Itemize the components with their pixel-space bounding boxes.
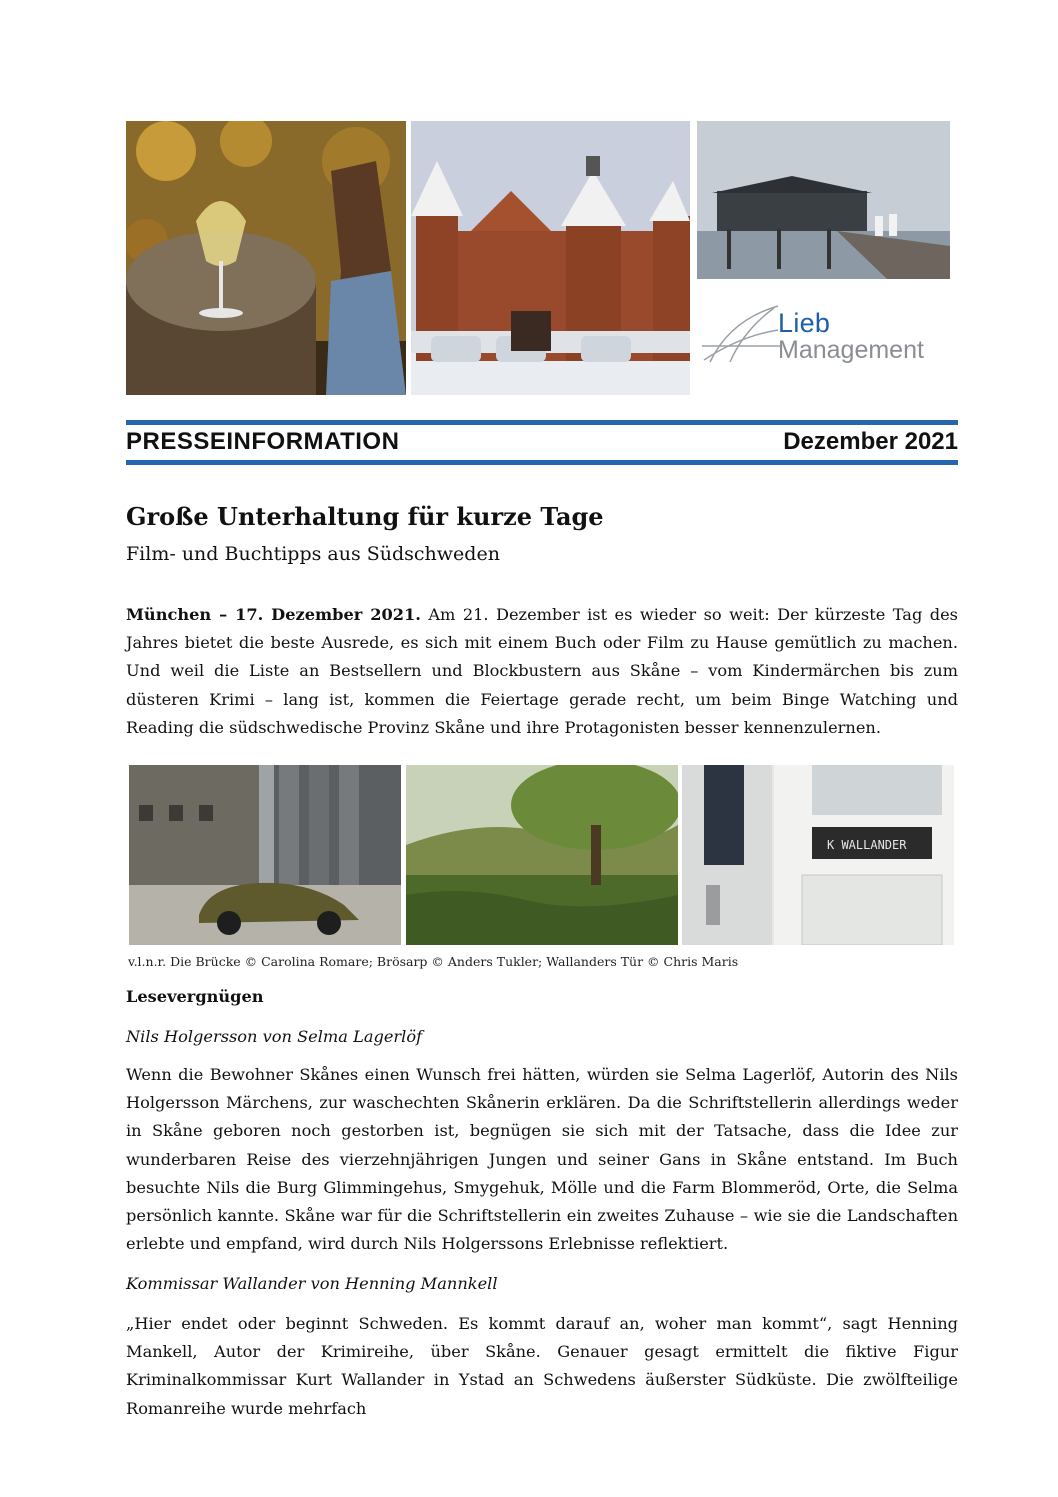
bottom-rule [126, 460, 958, 465]
photo-caption: v.l.n.r. Die Brücke © Carolina Romare; Brösarp © Anders Tukler; Wallanders Tür © Chris Maris [128, 954, 739, 969]
lieb-management-logo [700, 298, 950, 378]
logo-mark-icon [700, 300, 782, 366]
door-sign-text: K WALLANDER [827, 838, 907, 852]
photo-the-bridge [129, 765, 401, 945]
article-subtitle: Film- und Buchtipps aus Südschweden [126, 543, 500, 565]
photo-wallanders-door [682, 765, 954, 945]
photo-autumn-picnic [126, 121, 406, 395]
lead-paragraph [126, 601, 958, 742]
section-heading: Lesevergnügen [126, 987, 264, 1006]
press-date: Dezember 2021 [783, 428, 958, 455]
lead-dateline: München – 17. Dezember 2021. [126, 605, 421, 624]
press-label: PRESSEINFORMATION [126, 428, 400, 455]
article-title: Große Unterhaltung für kurze Tage [126, 502, 604, 531]
photo-brosarp [406, 765, 678, 945]
paragraph-nils: Wenn die Bewohner Skånes einen Wunsch frei hätten, würden sie Selma Lagerlöf, Autorin des Nils Holgersson Märchens, zur waschechten Skånerin erklären. Da die Schriftstellerin allerdings weder in Skåne geboren noch gestorben ist, begnügen sie sich mit der Tatsache, dass die Idee zur wunderbaren Reise des vierzehnjährigen Jungen und seiner Gans in Skåne entstand. Im Buch besuchte Nils die Burg Glimmingehus, Smygehuk, Mölle und die Farm Blommeröd, Orte, die Selma persönlich kannte. Skåne war für die Schriftstellerin ein zweites Zuhause – wie sie die Landschaften erlebte und empfand, wird durch Nils Holgerssons Erlebnisse reflektiert. [126, 1065, 958, 1254]
logo-management-text: Management [778, 336, 924, 364]
photo-castle-winter [411, 121, 690, 395]
photo-bathhouse-pier [697, 121, 950, 279]
paragraph-wallander: „Hier endet oder beginnt Schweden. Es kommt darauf an, woher man kommt“, sagt Henning Mankell, Autor der Krimireihe, über Skåne. Genauer gesagt ermittelt die fiktive Figur Kriminalkommissar Kurt Wallander in Ystad an Schwedens äußerster Südküste. Die zwölfteilige Romanreihe wurde mehrfach [126, 1314, 958, 1418]
lead-text: Am 21. Dezember ist es wieder so weit: Der kürzeste Tag des Jahres bietet die beste Ausrede, es sich mit einem Buch oder Film zu Hause gemütlich zu machen. Und weil die Liste an Bestsellern und Blockbustern aus Skåne – vom Kindermärchen bis zum düsteren Krimi – lang ist, kommen die Feiertage gerade recht, um beim Binge Watching und Reading die südschwedische Provinz Skåne und ihre Protagonisten besser kennenzulernen. [126, 605, 958, 737]
subsection-heading-nils: Nils Holgersson von Selma Lagerlöf [126, 1027, 423, 1046]
subsection-heading-wallander: Kommissar Wallander von Henning Mannkell [126, 1274, 498, 1293]
top-rule [126, 420, 958, 425]
logo-lieb-text: Lieb [778, 308, 831, 338]
